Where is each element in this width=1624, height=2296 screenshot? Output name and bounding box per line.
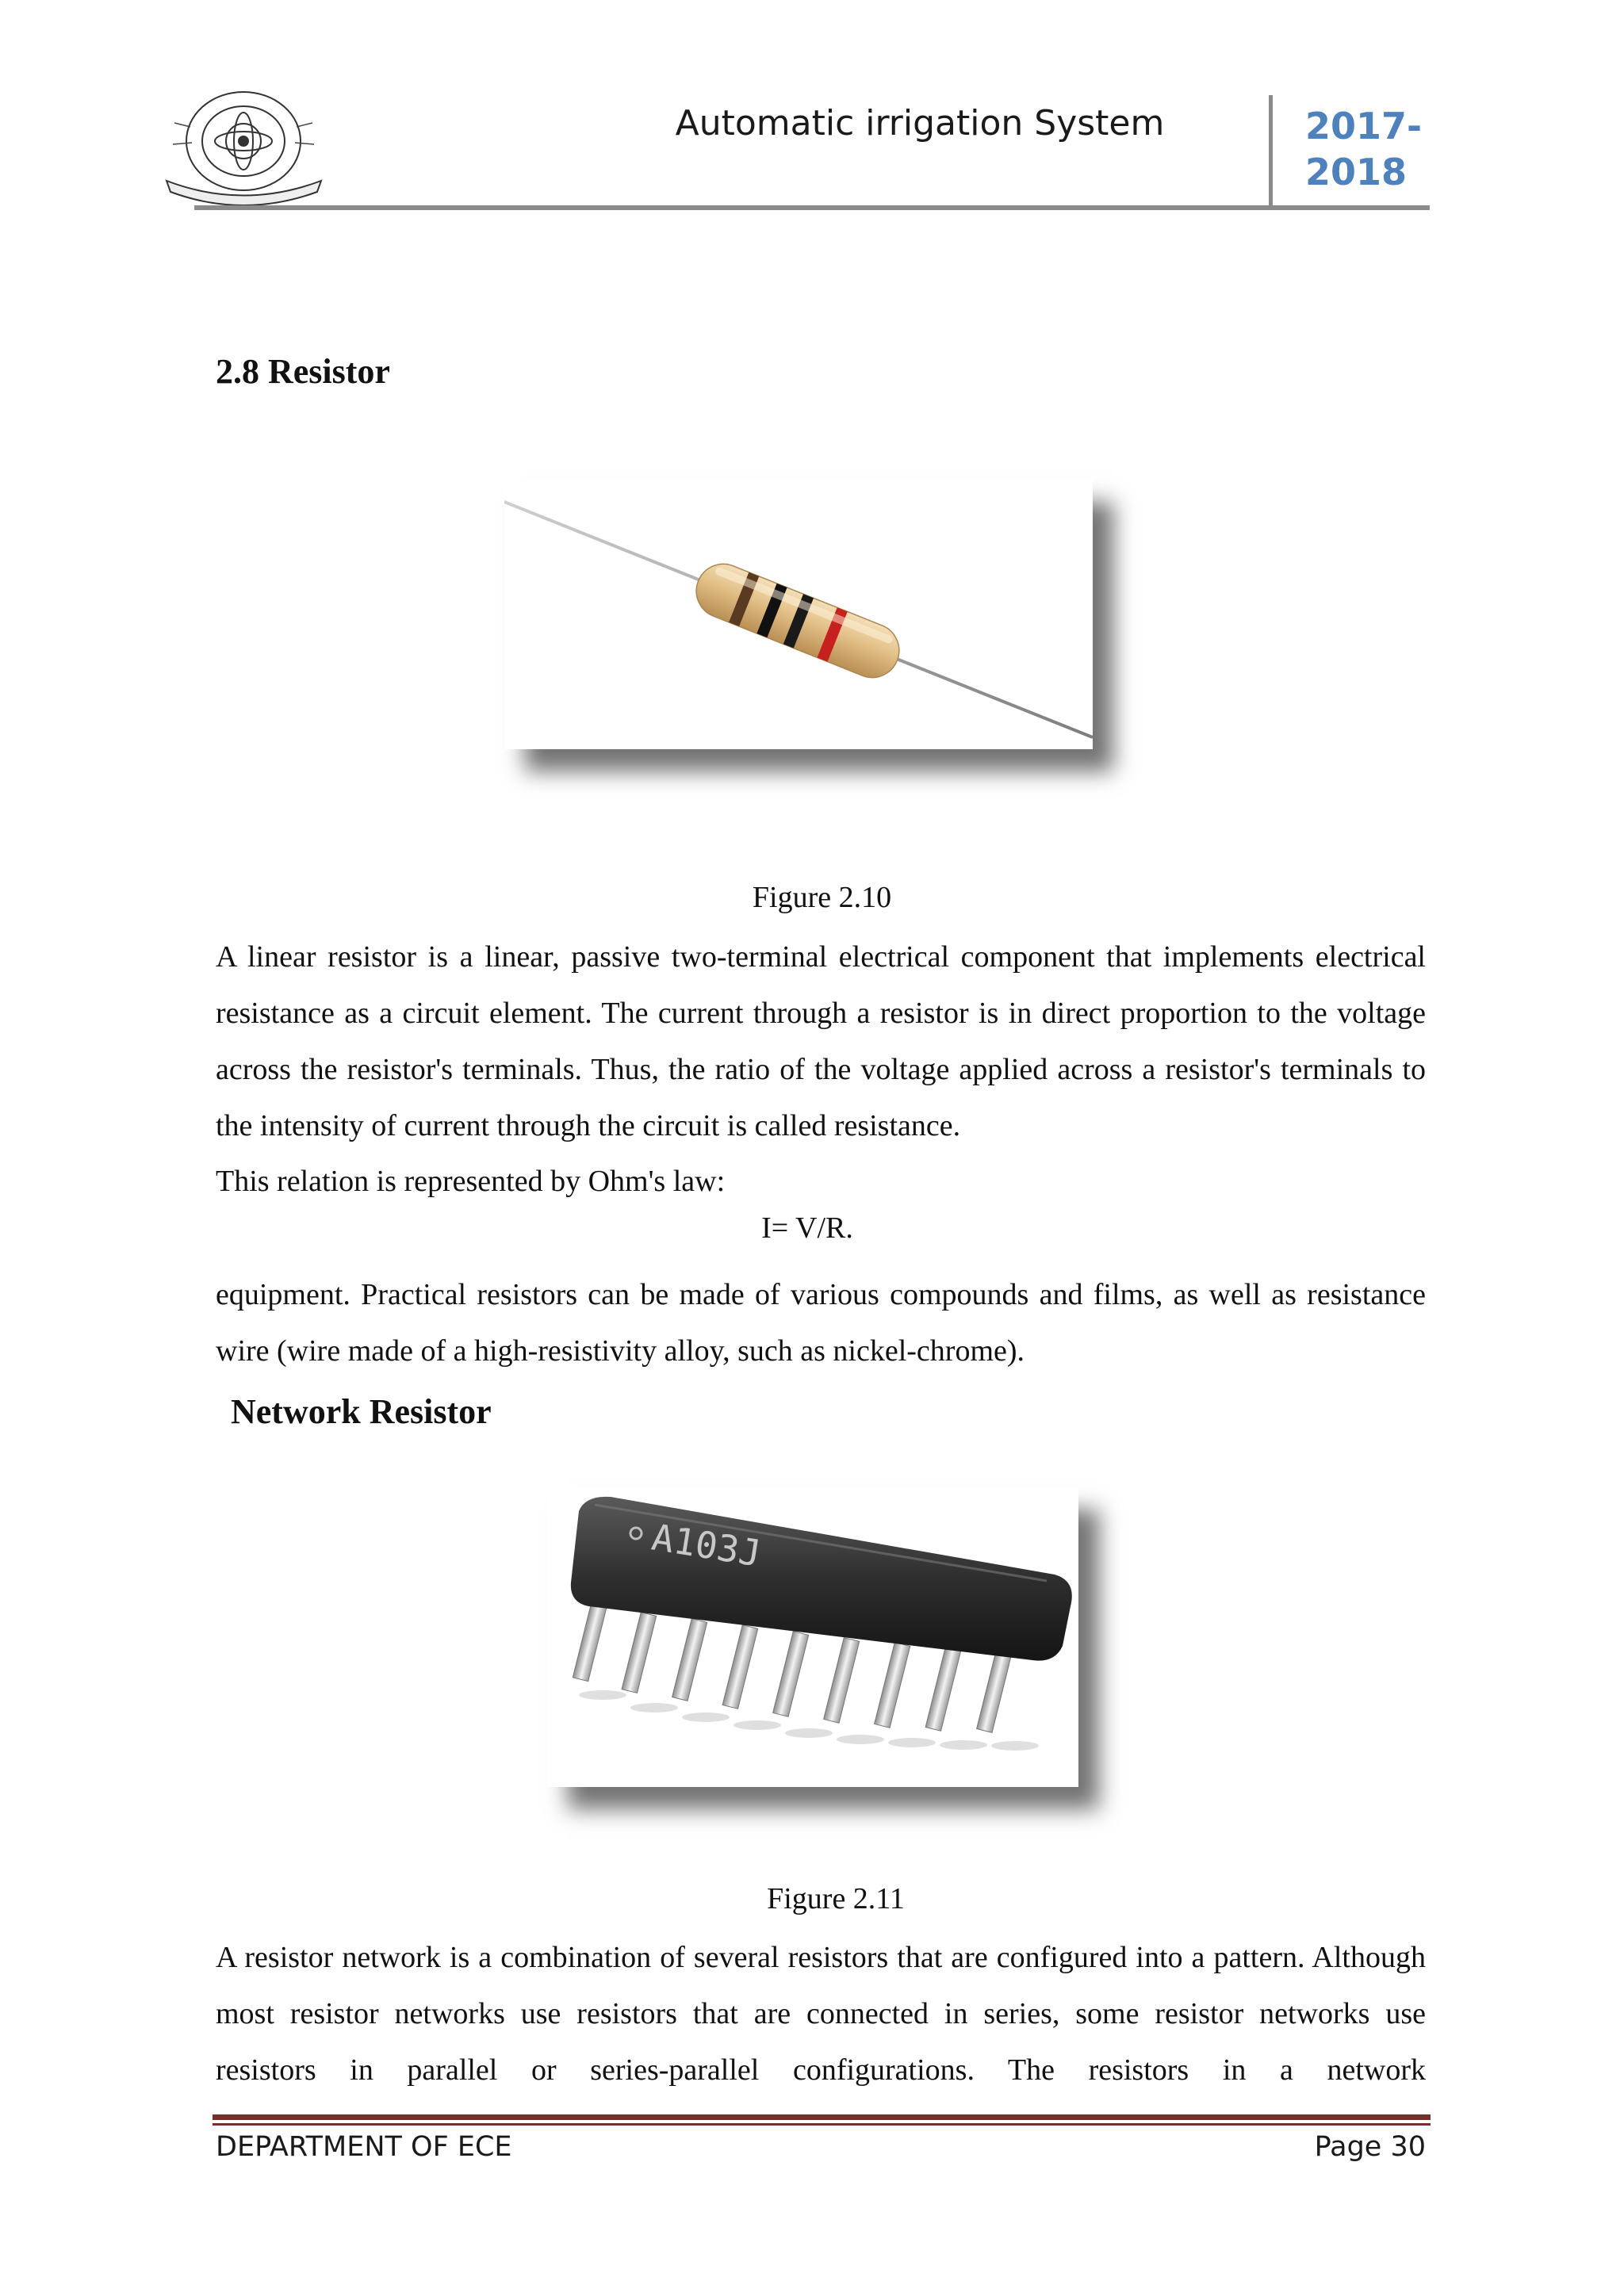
section-heading: 2.8 Resistor	[216, 352, 390, 391]
practical-resistors-paragraph: equipment. Practical resistors can be made of various compounds and films, as well as resistance wire (wire made of a high-resistivity alloy, such as nickel-chrome).	[216, 1278, 1426, 1368]
ohms-law-intro: This relation is represented by Ohm's law:	[216, 1165, 726, 1198]
header-year	[1305, 103, 1448, 195]
resistor-figure	[504, 480, 1093, 749]
resistor-paragraph: A linear resistor is a linear, passive two-terminal electrical component that implements electrical resistance as a circuit element. The current through a resistor is in direct proportion to the voltage across the resistor's terminals. Thus, the ratio of the voltage applied across a resistor's terminals to the intensity of current through the circuit is called resistance.	[216, 940, 1426, 1142]
figure-caption-2-10: Figure 2.10	[752, 881, 892, 914]
header-divider	[1269, 95, 1273, 208]
figure-caption-2-11: Figure 2.11	[767, 1882, 905, 1915]
header-year-line2: 2018	[1305, 151, 1408, 193]
ohms-law-formula: I= V/R.	[761, 1211, 853, 1245]
network-resistor-paragraph: A resistor network is a combination of several resistors that are configured into a pattern. Although most resistor networks use resistors that are connected in series, some resistor networks use resistors in parallel or series-parallel configurations. The resistors in a network	[216, 1941, 1426, 2087]
network-resistor-figure	[547, 1487, 1078, 1787]
footer-rule-thin	[213, 2123, 1431, 2126]
header-year-line1: 2017-	[1305, 105, 1423, 147]
college-logo	[159, 79, 329, 206]
network-resistor-heading: Network Resistor	[231, 1392, 492, 1431]
header-rule	[194, 205, 1430, 210]
header-title: Automatic irrigation System	[675, 103, 1165, 144]
footer-department: DEPARTMENT OF ECE	[216, 2131, 512, 2163]
chip-marking: A103J	[649, 1515, 764, 1575]
footer-rule	[213, 2114, 1431, 2120]
footer-page-number: Page 30	[1314, 2131, 1426, 2163]
